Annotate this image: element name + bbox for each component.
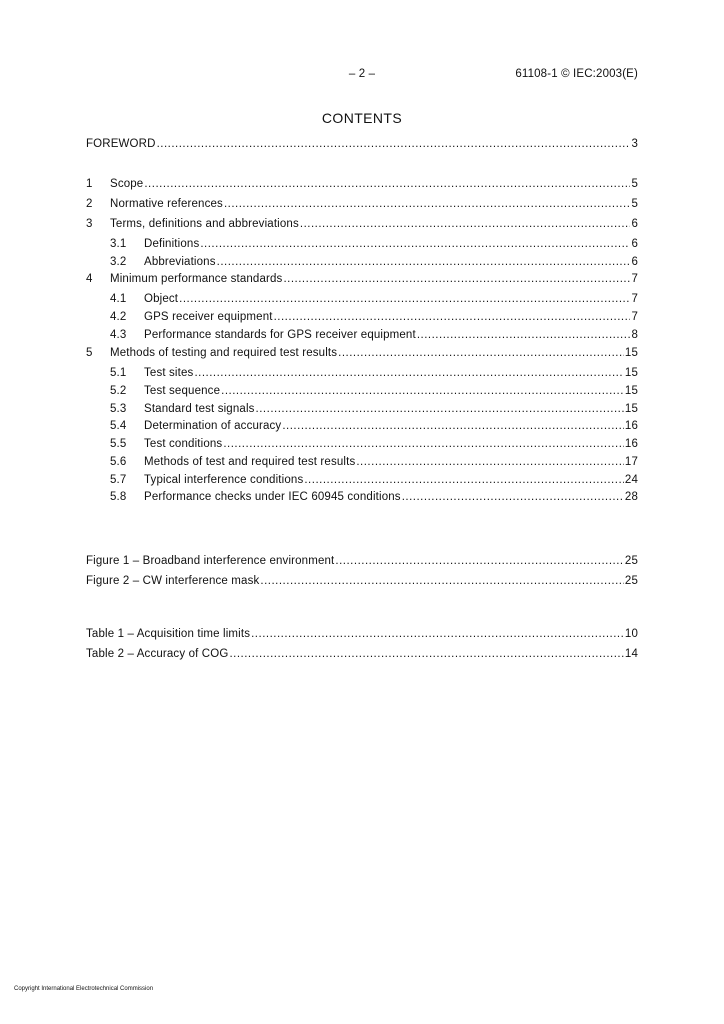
toc-leader-dots xyxy=(256,403,624,415)
toc-page-number: 16 xyxy=(624,420,638,432)
toc-page-number: 10 xyxy=(624,628,638,640)
toc-page-number: 24 xyxy=(624,474,638,486)
toc-page-number: 7 xyxy=(631,311,638,323)
toc-page-number: 6 xyxy=(631,238,638,250)
toc-section-number: 1 xyxy=(86,178,93,190)
toc-entry-subsection[interactable] xyxy=(110,367,638,383)
document-reference: 61108-1 © IEC:2003(E) xyxy=(515,68,638,80)
toc-entry-title: Test sequence xyxy=(144,385,221,397)
toc-entry-subsection[interactable] xyxy=(110,491,638,507)
toc-entry-title: Terms, definitions and abbreviations xyxy=(110,218,299,230)
toc-page-number: 15 xyxy=(624,347,638,359)
toc-section-number: 5.6 xyxy=(110,456,127,468)
toc-entry-title: Standard test signals xyxy=(144,403,255,415)
toc-leader-dots xyxy=(274,311,631,323)
toc-leader-dots xyxy=(260,575,624,587)
toc-page-number: 7 xyxy=(631,293,638,305)
toc-entry-section[interactable] xyxy=(86,347,638,363)
toc-entry-title: FOREWORD xyxy=(86,138,156,150)
toc-page-number: 6 xyxy=(631,256,638,268)
toc-section-number: 4 xyxy=(86,273,93,285)
toc-entry-title: Test sites xyxy=(144,367,194,379)
toc-entry-subsection[interactable] xyxy=(110,329,638,345)
toc-leader-dots xyxy=(217,256,631,268)
toc-entry-title: Test conditions xyxy=(144,438,223,450)
toc-page-number: 6 xyxy=(631,218,638,230)
toc-entry-subsection[interactable] xyxy=(110,456,638,472)
toc-entry-foreword[interactable] xyxy=(86,138,638,154)
toc-entry-subsection[interactable] xyxy=(110,438,638,454)
toc-leader-dots xyxy=(417,329,631,341)
toc-page-number: 3 xyxy=(631,138,638,150)
toc-leader-dots xyxy=(157,138,631,150)
toc-section-number: 5.8 xyxy=(110,491,127,503)
toc-leader-dots xyxy=(282,420,624,432)
toc-page-number: 17 xyxy=(624,456,638,468)
toc-entry-subsection[interactable] xyxy=(110,420,638,436)
toc-leader-dots xyxy=(223,438,624,450)
toc-entry-title: Performance checks under IEC 60945 conditions xyxy=(144,491,401,503)
toc-entry-subsection[interactable] xyxy=(110,238,638,254)
toc-leader-dots xyxy=(356,456,624,468)
contents-title: CONTENTS xyxy=(321,110,403,126)
toc-leader-dots xyxy=(194,367,623,379)
toc-section-number: 5 xyxy=(86,347,93,359)
toc-entry-title: Normative references xyxy=(110,198,223,210)
toc-entry-table[interactable] xyxy=(86,648,638,664)
toc-entry-title: Scope xyxy=(110,178,144,190)
toc-entry-section[interactable] xyxy=(86,273,638,289)
toc-leader-dots xyxy=(402,491,624,503)
toc-section-number: 5.1 xyxy=(110,367,127,379)
toc-entry-title: Performance standards for GPS receiver equipment xyxy=(144,329,416,341)
toc-page-number: 15 xyxy=(624,403,638,415)
toc-entry-title: Determination of accuracy xyxy=(144,420,282,432)
toc-section-number: 2 xyxy=(86,198,93,210)
toc-leader-dots xyxy=(200,238,630,250)
toc-section-number: 3 xyxy=(86,218,93,230)
toc-entry-subsection[interactable] xyxy=(110,403,638,419)
toc-entry-title: Methods of test and required test results xyxy=(144,456,356,468)
toc-entry-title: Table 2 – Accuracy of COG xyxy=(86,648,229,660)
toc-leader-dots xyxy=(335,555,624,567)
toc-section-number: 5.7 xyxy=(110,474,127,486)
toc-entry-section[interactable] xyxy=(86,218,638,234)
toc-leader-dots xyxy=(300,218,631,230)
toc-entry-subsection[interactable] xyxy=(110,256,638,272)
toc-entry-title: Figure 2 – CW interference mask xyxy=(86,575,260,587)
toc-page-number: 5 xyxy=(631,178,638,190)
toc-page-number: 8 xyxy=(631,329,638,341)
toc-entry-subsection[interactable] xyxy=(110,293,638,309)
toc-section-number: 5.5 xyxy=(110,438,127,450)
page-number: – 2 – xyxy=(348,68,376,80)
toc-leader-dots xyxy=(251,628,624,640)
toc-section-number: 4.2 xyxy=(110,311,127,323)
toc-section-number: 3.1 xyxy=(110,238,127,250)
toc-entry-title: Minimum performance standards xyxy=(110,273,283,285)
toc-section-number: 4.3 xyxy=(110,329,127,341)
toc-page-number: 7 xyxy=(631,273,638,285)
toc-entry-section[interactable] xyxy=(86,198,638,214)
toc-leader-dots xyxy=(304,474,624,486)
toc-entry-title: Abbreviations xyxy=(144,256,216,268)
toc-leader-dots xyxy=(283,273,630,285)
toc-section-number: 5.4 xyxy=(110,420,127,432)
toc-entry-subsection[interactable] xyxy=(110,311,638,327)
toc-entry-figure[interactable] xyxy=(86,575,638,591)
toc-entry-title: Figure 1 – Broadband interference environment xyxy=(86,555,335,567)
toc-entry-title: GPS receiver equipment xyxy=(144,311,273,323)
toc-entry-section[interactable] xyxy=(86,178,638,194)
toc-leader-dots xyxy=(229,648,623,660)
toc-entry-title: Table 1 – Acquisition time limits xyxy=(86,628,251,640)
toc-page-number: 5 xyxy=(631,198,638,210)
toc-leader-dots xyxy=(338,347,624,359)
footer-copyright: Copyright International Electrotechnical Commission xyxy=(14,986,154,992)
toc-page-number: 14 xyxy=(624,648,638,660)
toc-page-number: 16 xyxy=(624,438,638,450)
toc-leader-dots xyxy=(224,198,631,210)
toc-entry-subsection[interactable] xyxy=(110,385,638,401)
toc-entry-title: Object xyxy=(144,293,179,305)
toc-page-number: 25 xyxy=(624,555,638,567)
toc-page-number: 28 xyxy=(624,491,638,503)
toc-leader-dots xyxy=(179,293,630,305)
toc-entry-title: Typical interference conditions xyxy=(144,474,304,486)
page-header xyxy=(86,68,638,84)
toc-section-number: 5.2 xyxy=(110,385,127,397)
toc-page-number: 15 xyxy=(624,385,638,397)
toc-leader-dots xyxy=(144,178,630,190)
toc-entry-subsection[interactable] xyxy=(110,474,638,490)
toc-section-number: 4.1 xyxy=(110,293,127,305)
toc-entry-figure[interactable] xyxy=(86,555,638,571)
toc-section-number: 3.2 xyxy=(110,256,127,268)
toc-leader-dots xyxy=(221,385,624,397)
toc-section-number: 5.3 xyxy=(110,403,127,415)
toc-entry-title: Definitions xyxy=(144,238,200,250)
toc-page-number: 15 xyxy=(624,367,638,379)
toc-page-number: 25 xyxy=(624,575,638,587)
toc-entry-title: Methods of testing and required test results xyxy=(110,347,338,359)
toc-entry-table[interactable] xyxy=(86,628,638,644)
